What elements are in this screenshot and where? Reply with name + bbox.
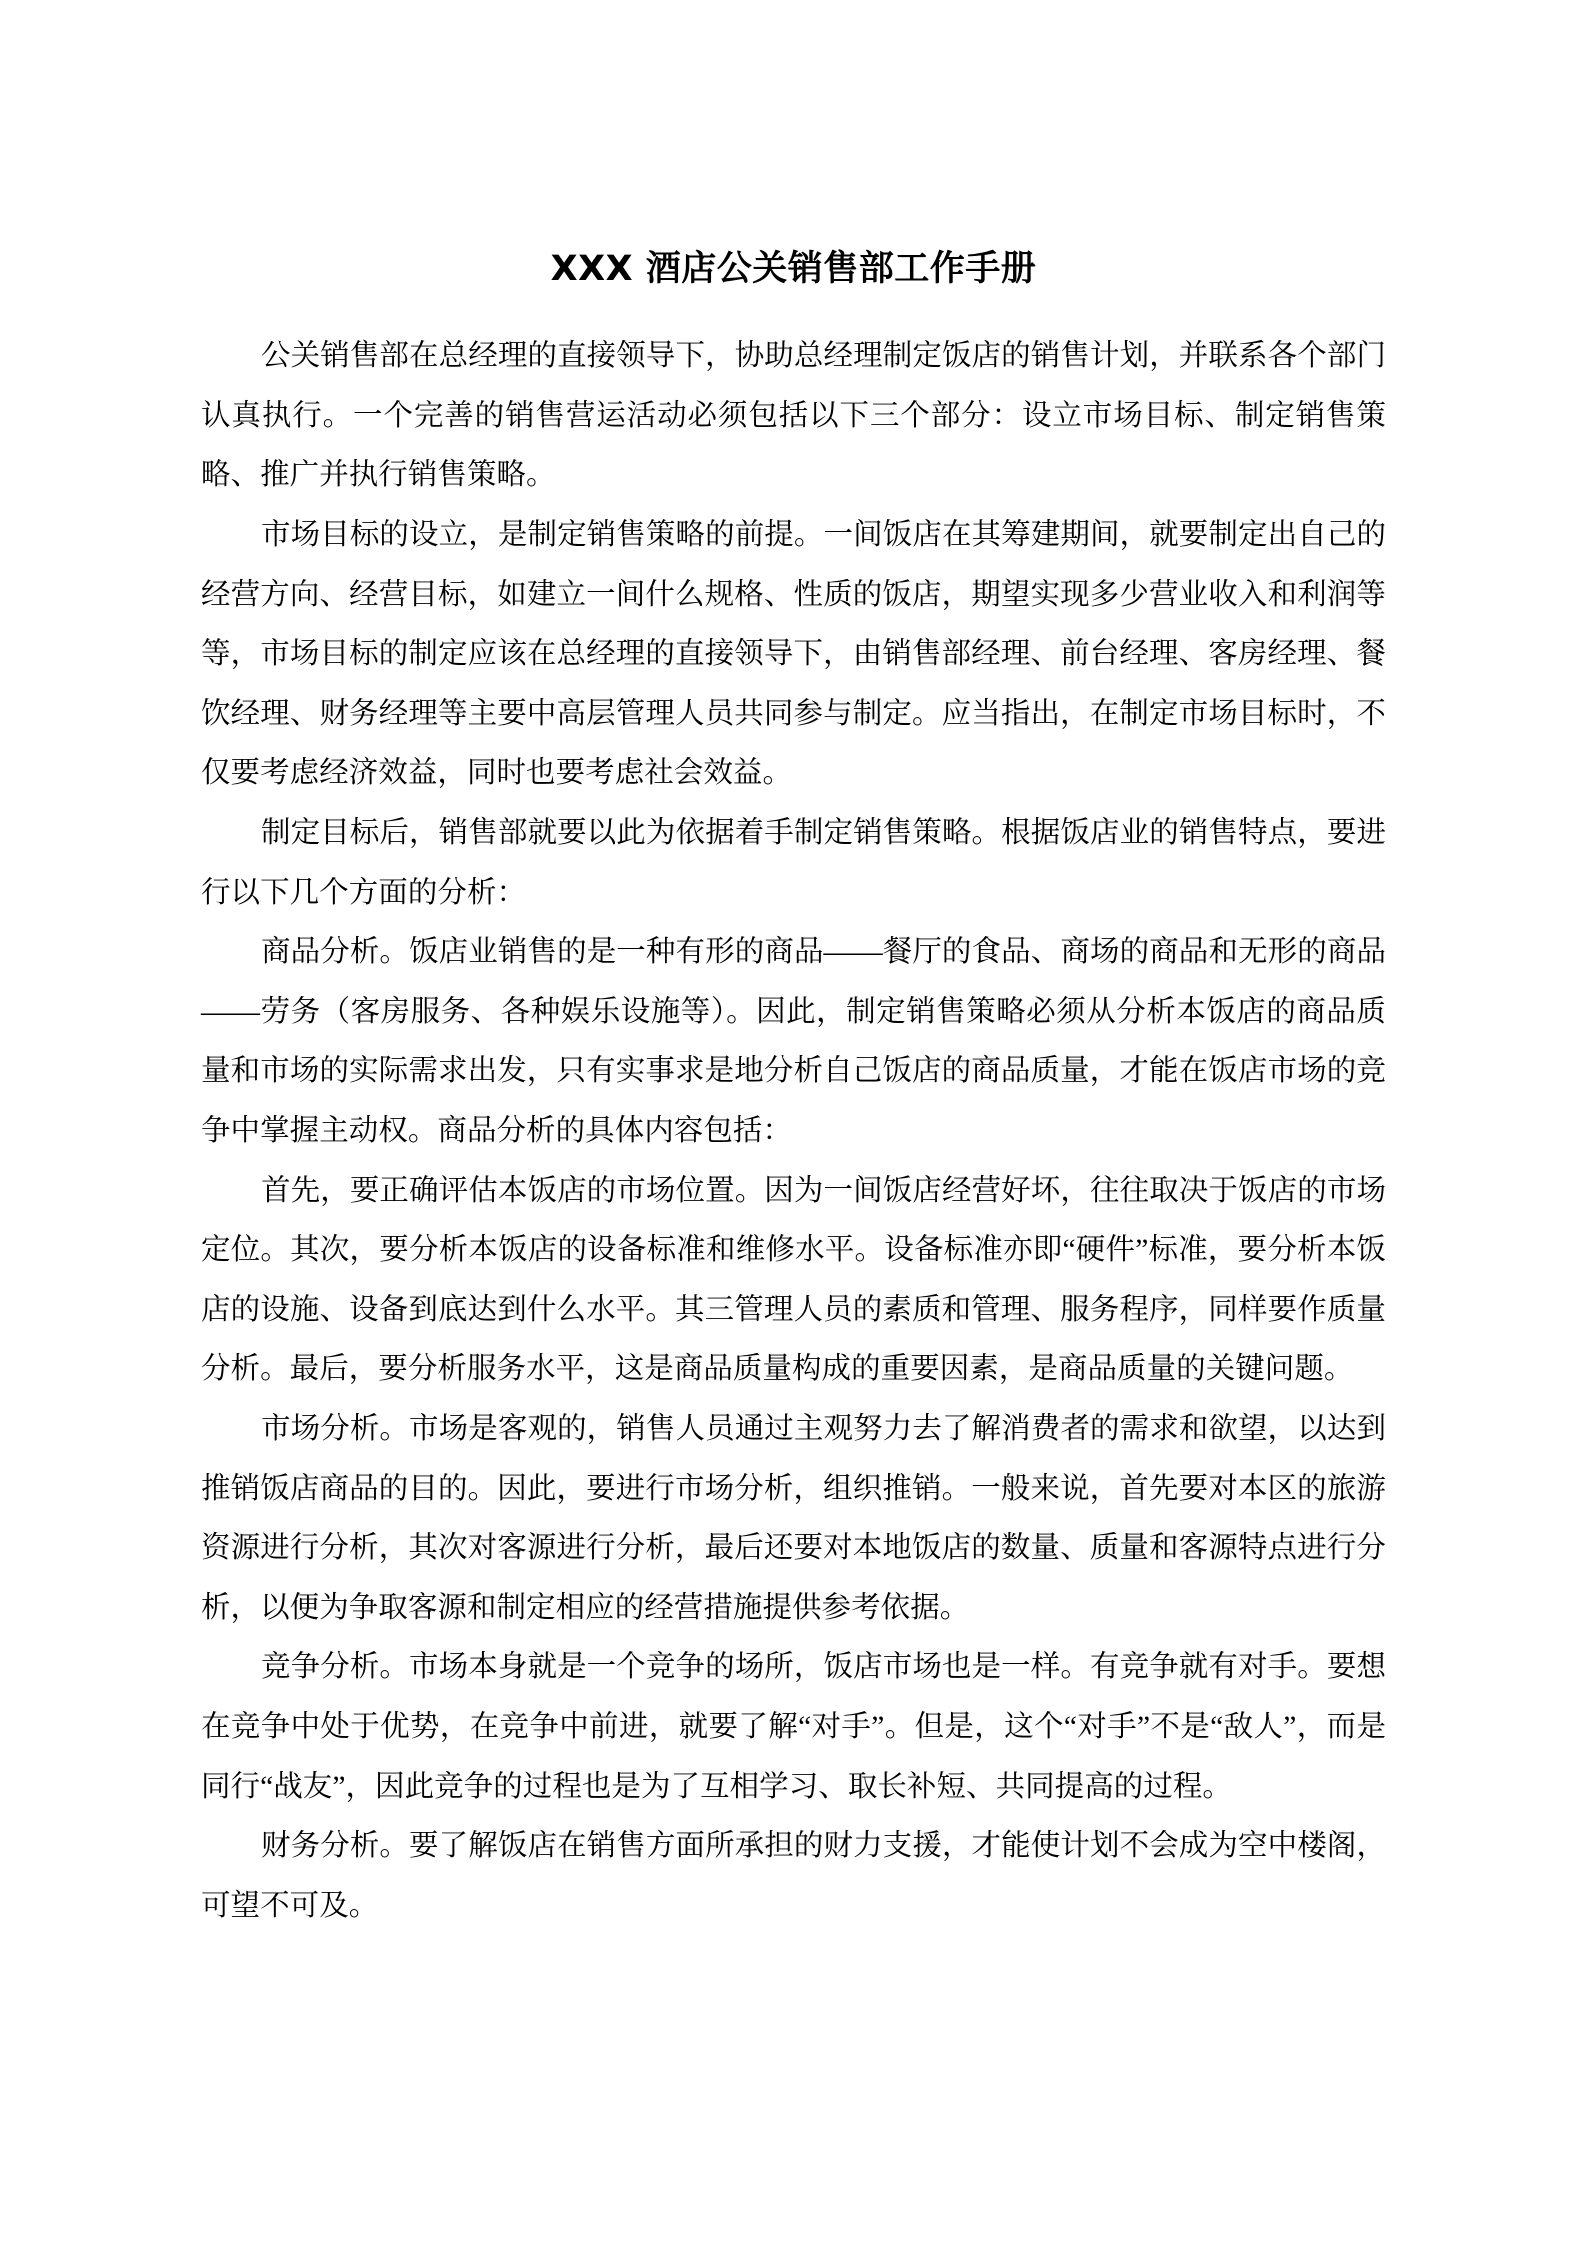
paragraph-intro: 公关销售部在总经理的直接领导下，协助总经理制定饭店的销售计划，并联系各个部门认真执行。一个完善的销售营运活动必须包括以下三个部分：设立市场目标、制定销售策略、推广并执行销售策略。: [201, 340, 1386, 492]
paragraph-market-objective: 市场目标的设立，是制定销售策略的前提。一间饭店在其筹建期间，就要制定出自己的经营方向、经营目标，如建立一间什么规格、性质的饭店，期望实现多少营业收入和利润等等，市场目标的制定应该在总经理的直接领导下，由销售部经理、前台经理、客房经理、餐饮经理、财务经理等主要中高层管理人员共同参与制定。应当指出，在制定市场目标时，不仅要考虑经济效益，同时也要考虑社会效益。: [201, 519, 1386, 790]
paragraph-financial-analysis: 财务分析。要了解饭店在销售方面所承担的财力支援，才能使计划不会成为空中楼阁，可望不可及。: [201, 1830, 1386, 1922]
paragraph-competition-analysis: 竞争分析。市场本身就是一个竞争的场所，饭店市场也是一样。有竞争就有对手。要想在竞争中处于优势，在竞争中前进，就要了解“对手”。但是，这个“对手”不是“敌人”，而是同行“战友”，因此竞争的过程也是为了互相学习、取长补短、共同提高的过程。: [201, 1651, 1386, 1803]
paragraph-market-analysis: 市场分析。市场是客观的，销售人员通过主观努力去了解消费者的需求和欲望，以达到推销饭店商品的目的。因此，要进行市场分析，组织推销。一般来说，首先要对本区的旅游资源进行分析，其次对客源进行分析，最后还要对本地饭店的数量、质量和客源特点进行分析，以便为争取客源和制定相应的经营措施提供参考依据。: [201, 1412, 1386, 1624]
paragraph-product-analysis: 商品分析。饭店业销售的是一种有形的商品——餐厅的食品、商场的商品和无形的商品——劳务（客房服务、各种娱乐设施等）。因此，制定销售策略必须从分析本饭店的商品质量和市场的实际需求出发，只有实事求是地分析自己饭店的商品质量，才能在饭店市场的竞争中掌握主动权。商品分析的具体内容包括：: [201, 936, 1386, 1147]
paragraph-product-analysis-details: 首先，要正确评估本饭店的市场位置。因为一间饭店经营好坏，往往取决于饭店的市场定位。其次，要分析本饭店的设备标准和维修水平。设备标准亦即“硬件”标准，要分析本饭店的设施、设备到底达到什么水平。其三管理人员的素质和管理、服务程序，同样要作质量分析。最后，要分析服务水平，这是商品质量构成的重要因素，是商品质量的关键问题。: [201, 1174, 1386, 1386]
paragraph-strategy-intro: 制定目标后，销售部就要以此为依据着手制定销售策略。根据饭店业的销售特点，要进行以下几个方面的分析：: [201, 817, 1386, 909]
document-body: [201, 246, 1386, 1936]
page-title: XXX 酒店公关销售部工作手册: [550, 249, 1037, 289]
